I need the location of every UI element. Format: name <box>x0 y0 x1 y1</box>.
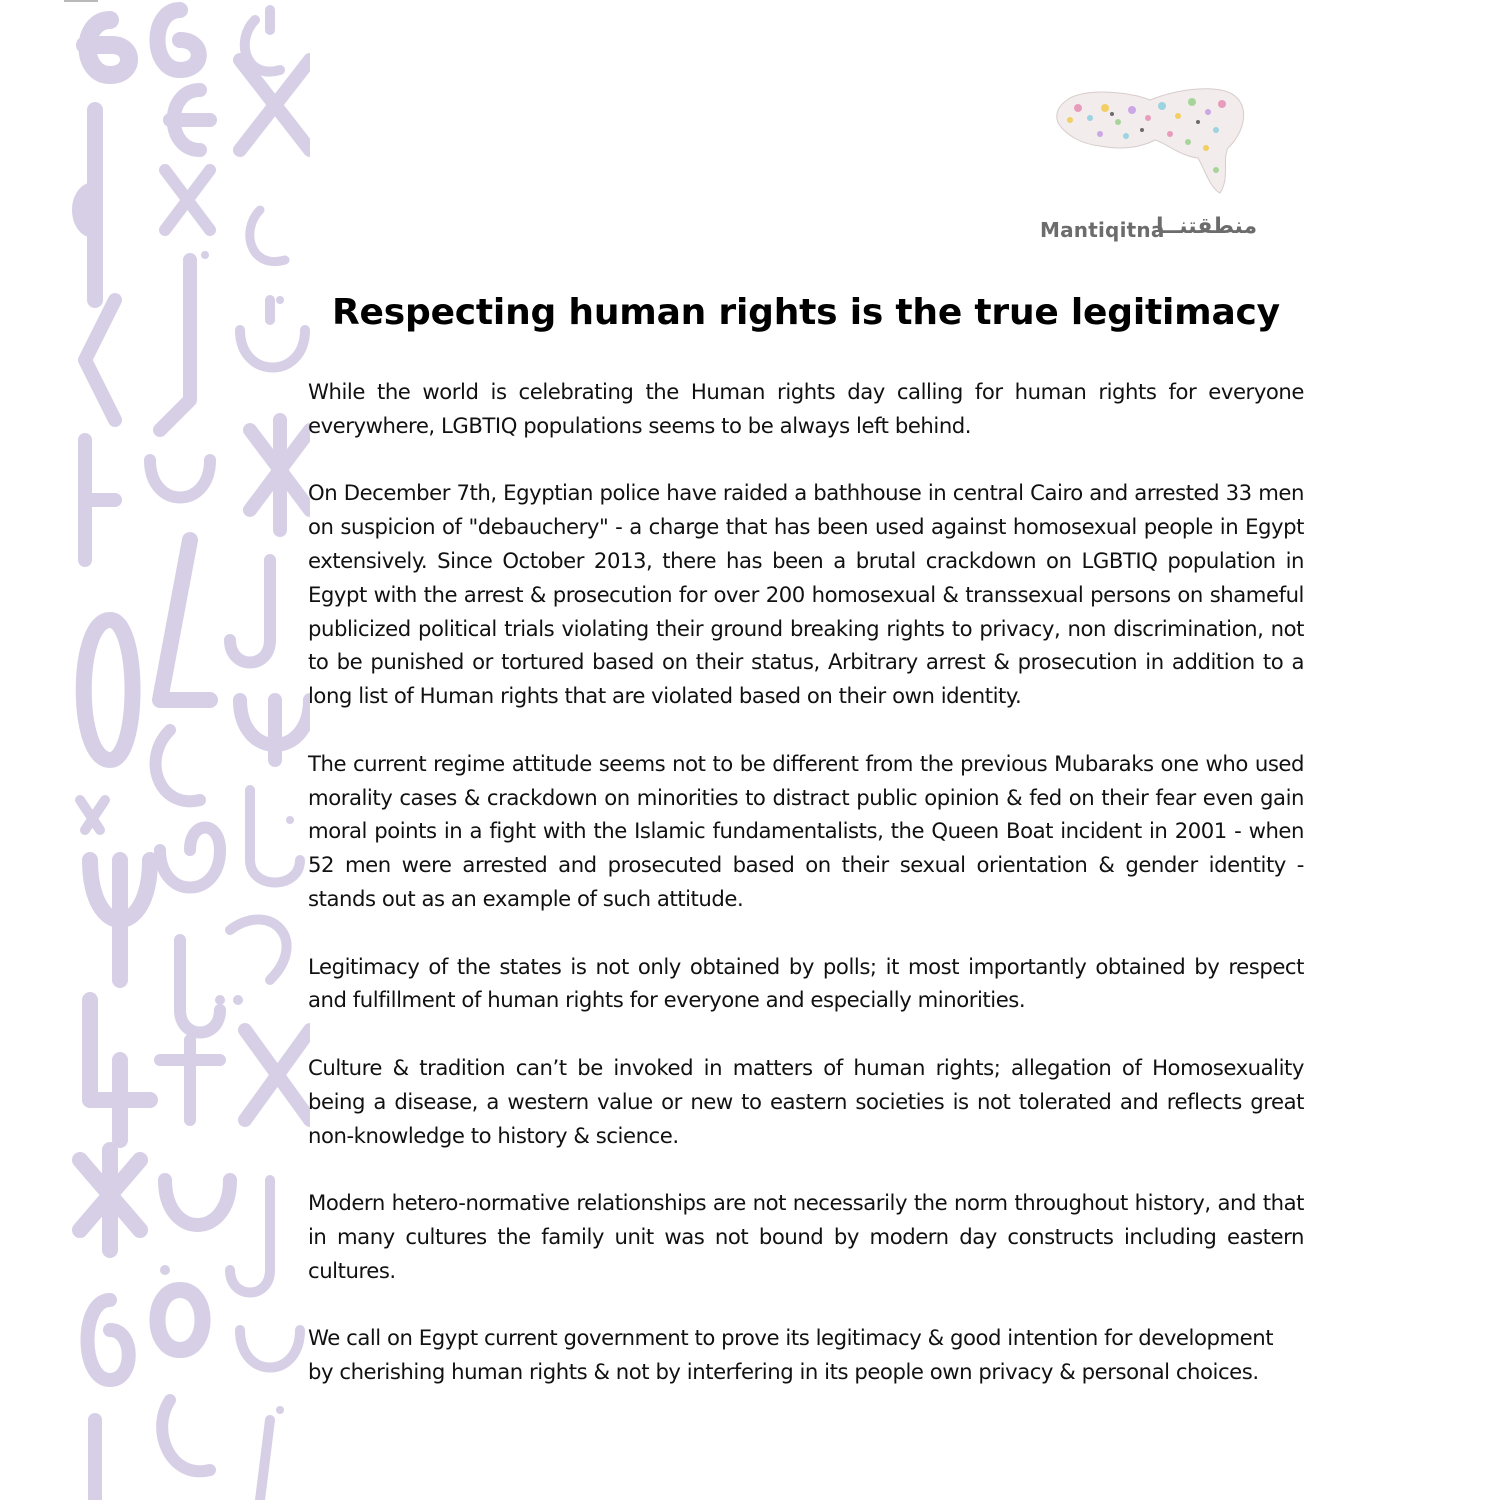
paragraph: Legitimacy of the states is not only obtained by polls; it most importantly obtained by respect and fulfillment of human rights for everyone and especially minorities. <box>308 953 1304 1013</box>
paragraph: While the world is celebrating the Human rights day calling for human rights for everyone everywhere, LGBTIQ populations seems to be always left behind. <box>308 379 1304 438</box>
paragraph: We call on Egypt current government to prove its legitimacy & good intention for development by cherishing human rights & not by interfering in its people own privacy & personal choices. <box>308 1325 1274 1385</box>
paragraph: On December 7th, Egyptian police have raided a bathhouse in central Cairo and arrested 33 men on suspicion of "debauchery" - a charge that has been used against homosexual people in Egypt extensively. Since October 2013, there has been a brutal crackdown on LGBTIQ population in Egypt with the arrest & prosecution for over 200 homosexual & transsexual persons on shameful publicized political trials violating their ground breaking rights to privacy, non discrimination, not to be punished or tortured based on their status, Arbitrary arrest & prosecution in addition to a long list of Human rights that are violated based on their own identity. <box>308 480 1304 709</box>
body-text <box>308 375 1304 1423</box>
calligraphy-graphic <box>70 0 310 1500</box>
arab-world-map-icon <box>1030 78 1280 213</box>
page-title: Respecting human rights is the true legitimacy <box>332 292 1280 333</box>
paragraph: Culture & tradition can’t be invoked in matters of human rights; allegation of Homosexuality being a disease, a western value or new to eastern societies is not tolerated and reflects great non-knowledge to history & science. <box>308 1054 1304 1148</box>
mantiqitna-logo <box>1030 78 1280 258</box>
paragraph: The current regime attitude seems not to be different from the previous Mubaraks one who used morality cases & crackdown on minorities to distract public opinion & fed on their fear even gain moral points in a fight with the Islamic fundamentalists, the Queen Boat incident in 2001 - when 52 men were arrested and prosecuted based on their sexual orientation & gender identity - stands out as an example of such attitude. <box>308 750 1304 911</box>
logo-name-latin: Mantiqitna <box>1040 218 1165 242</box>
paragraph: Modern hetero-normative relationships are not necessarily the norm throughout history, and that in many cultures the family unit was not bound by modern day constructs including eastern cultures. <box>308 1190 1304 1283</box>
logo-name-arabic: منطقتنــا <box>1156 214 1258 239</box>
decorative-calligraphy-strip <box>70 0 310 1500</box>
